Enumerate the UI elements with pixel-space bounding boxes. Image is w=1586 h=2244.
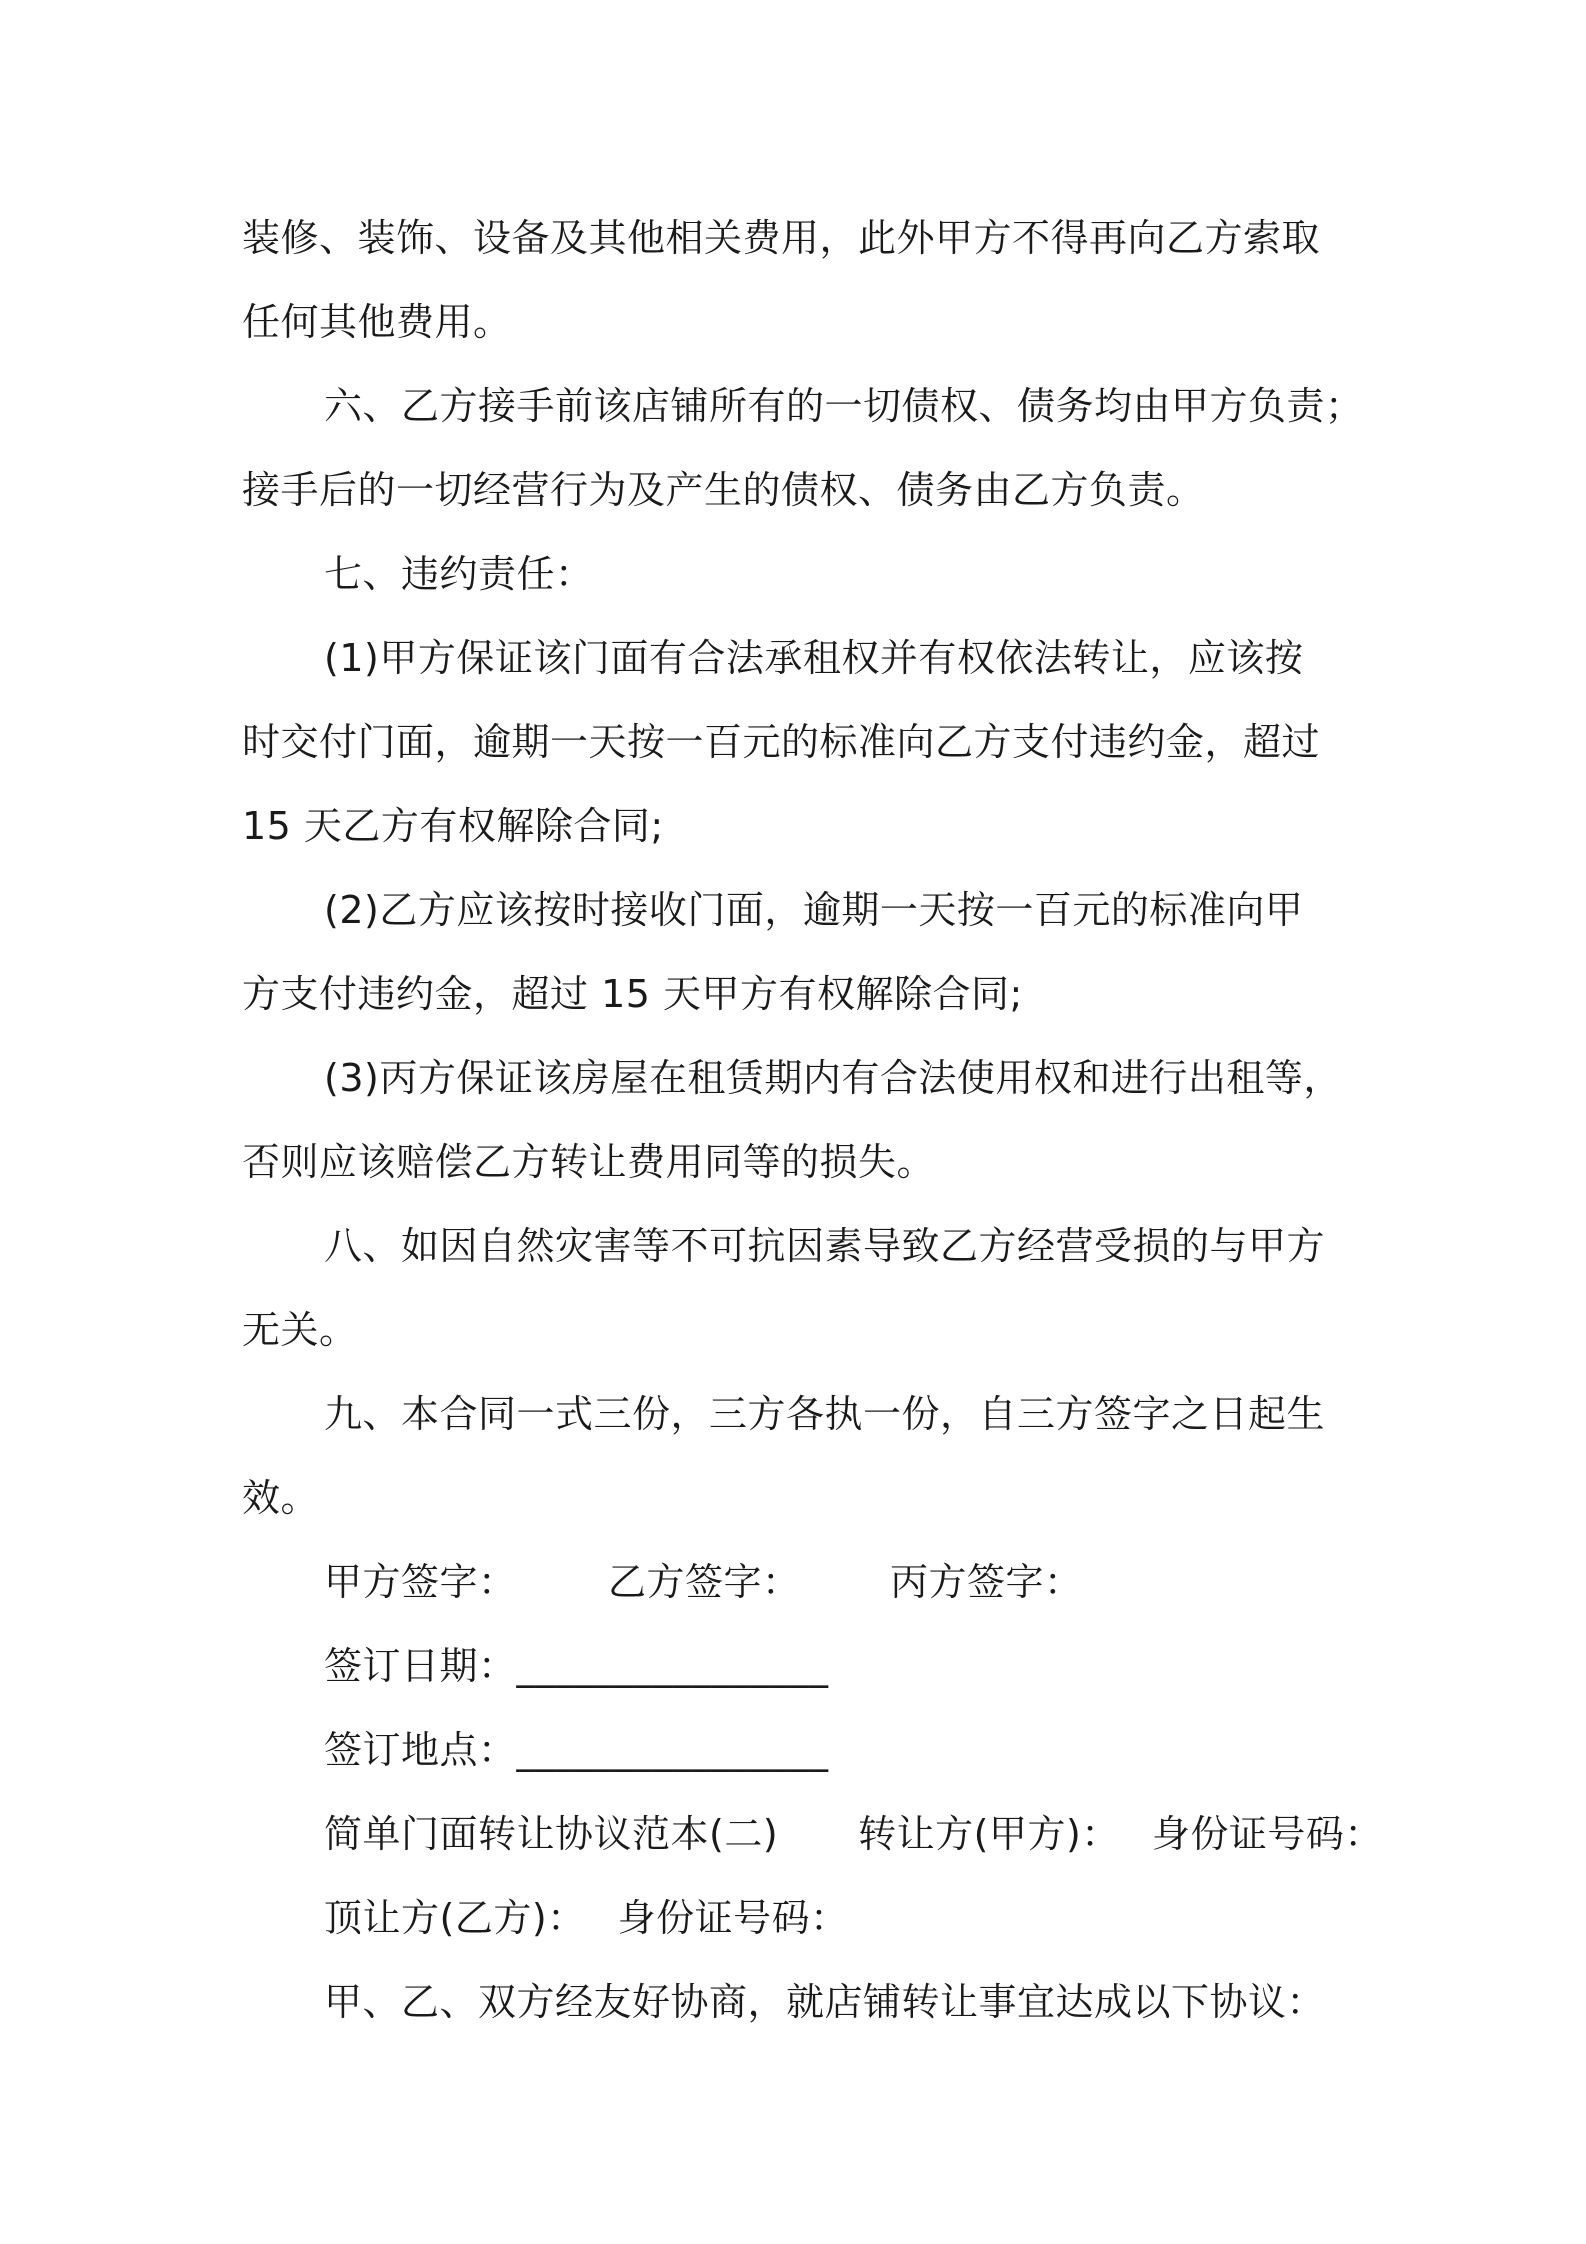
clause-7-1-line: (1)甲方保证该门面有合法承租权并有权依法转让，应该按 [324,636,1304,680]
clause-8-line: 无关。 [242,1308,358,1352]
transferee-line [242,1876,1362,1960]
clause-7-1-line: 15 天乙方有权解除合同; [242,804,664,848]
clause-7-heading: 七、违约责任： [324,552,594,596]
sample-title: 简单门面转让协议范本(二) [324,1812,779,1856]
sign-date-line: 签订日期：________________ [324,1644,829,1688]
paragraph-line: 任何其他费用。 [242,300,512,344]
clause-9-line: 九、本合同一式三份，三方各执一份，自三方签字之日起生 [324,1392,1326,1436]
paragraph-line: 装修、装饰、设备及其他相关费用，此外甲方不得再向乙方索取 [242,216,1321,260]
transferee-label: 顶让方(乙方)： [324,1896,586,1940]
clause-6-line: 六、乙方接手前该店铺所有的一切债权、债务均由甲方负责； [324,384,1364,428]
sign-place-line: 签订地点：________________ [324,1728,829,1772]
sample-header-line [242,1792,1383,1876]
document-page [242,196,1383,2044]
party-b-signature-label: 乙方签字： [608,1560,801,1604]
agreement-intro: 甲、乙、双方经友好协商，就店铺转让事宜达成以下协议： [324,1980,1326,2024]
party-a-signature-label: 甲方签字： [324,1560,517,1604]
transferor-label: 转让方(甲方)： [858,1812,1120,1856]
clause-7-1-line: 时交付门面，逾期一天按一百元的标准向乙方支付违约金，超过 [242,720,1321,764]
party-c-signature-label: 丙方签字： [890,1560,1083,1604]
clause-9-line: 效。 [242,1476,320,1520]
clause-6-line: 接手后的一切经营行为及产生的债权、债务由乙方负责。 [242,468,1205,512]
clause-7-2-line: (2)乙方应该按时接收门面，逾期一天按一百元的标准向甲 [324,888,1304,932]
clause-8-line: 八、如因自然灾害等不可抗因素导致乙方经营受损的与甲方 [324,1224,1326,1268]
transferee-id-label: 身份证号码： [617,1896,849,1940]
signature-row [242,1540,1362,1624]
clause-7-2-line: 方支付违约金，超过 15 天甲方有权解除合同; [242,972,1023,1016]
clause-7-3-line: 否则应该赔偿乙方转让费用同等的损失。 [242,1140,936,1184]
clause-7-3-line: (3)丙方保证该房屋在租赁期内有合法使用权和进行出租等， [324,1056,1342,1100]
transferor-id-label: 身份证号码： [1151,1812,1383,1856]
